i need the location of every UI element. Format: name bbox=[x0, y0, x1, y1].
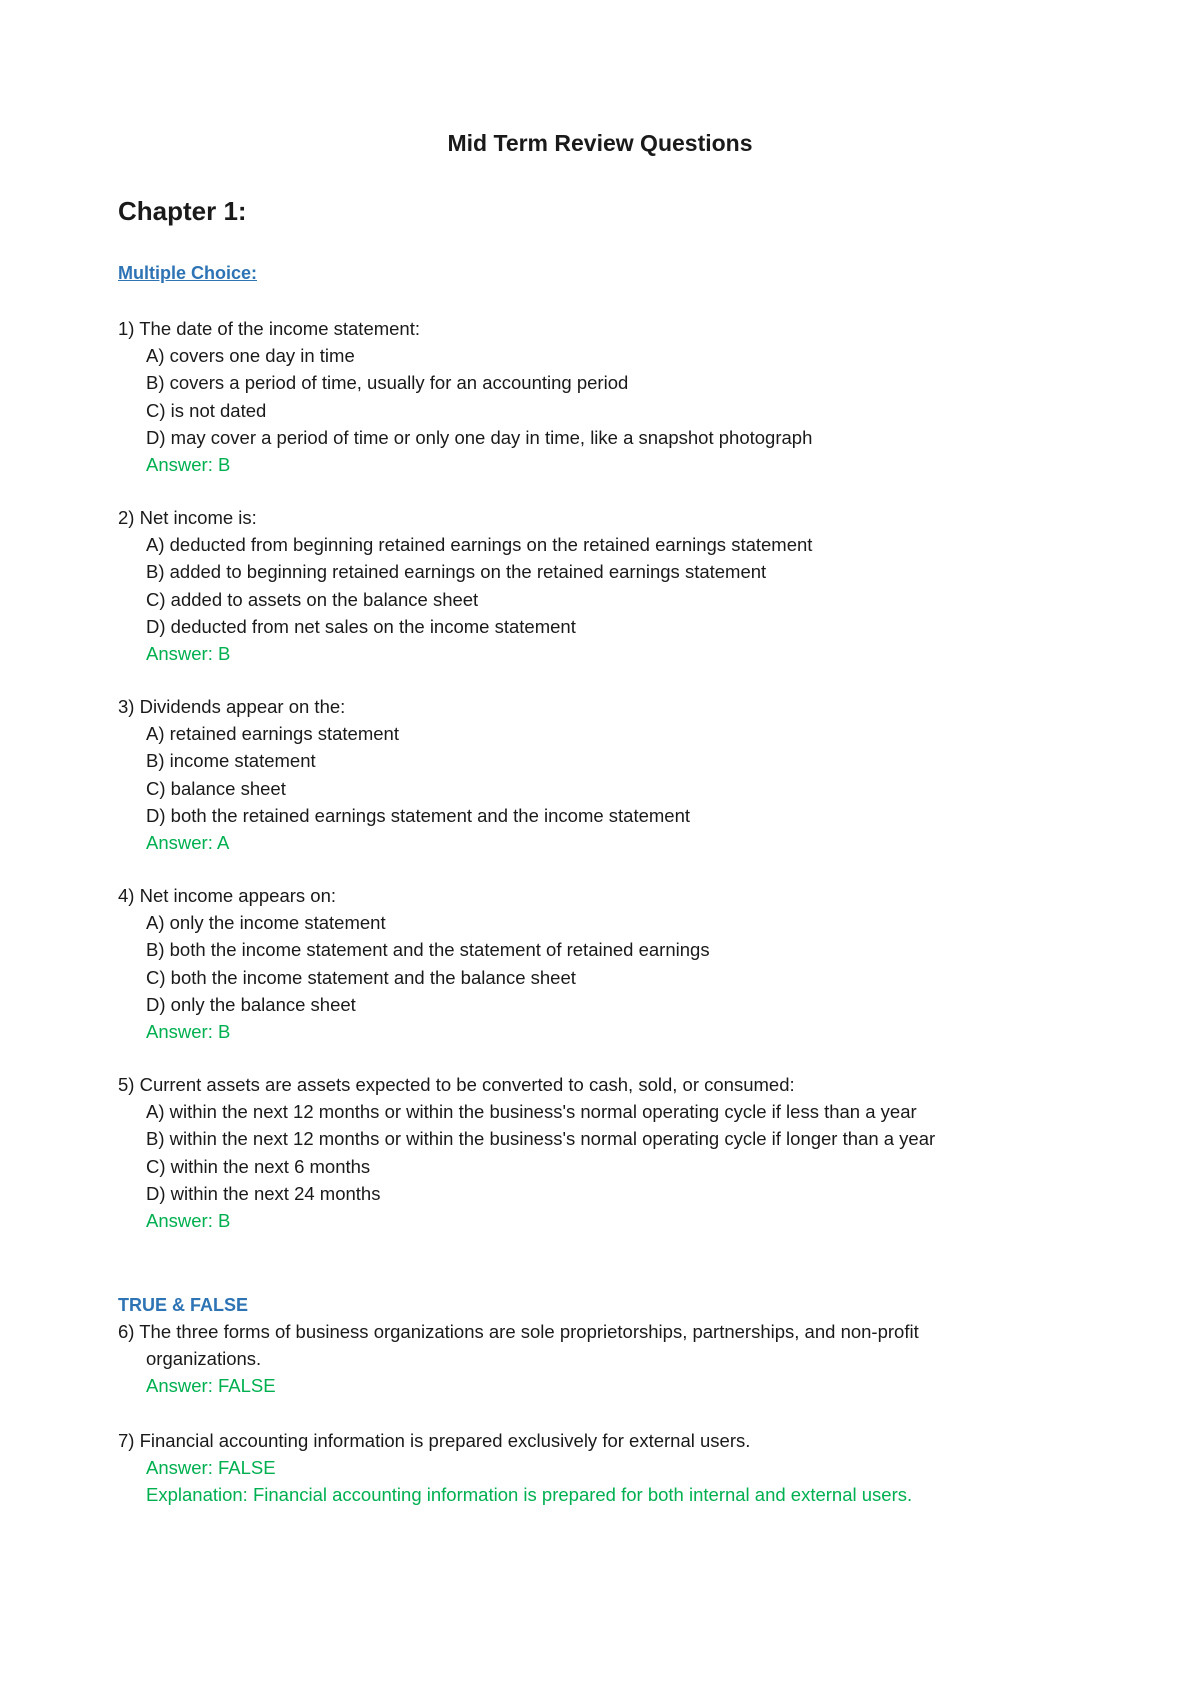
answer: Answer: B bbox=[146, 1021, 231, 1043]
option-b: B) covers a period of time, usually for an accounting period bbox=[146, 372, 629, 394]
true-false-heading: TRUE & FALSE bbox=[118, 1295, 249, 1315]
option-c: C) balance sheet bbox=[146, 777, 286, 799]
answer: Answer: A bbox=[146, 832, 230, 854]
option-d: D) may cover a period of time or only one day in time, like a snapshot photograph bbox=[146, 426, 813, 448]
question-prompt: 3) Dividends appear on the: bbox=[118, 696, 346, 717]
chapter-heading: Chapter 1: bbox=[118, 196, 247, 226]
tf-question-7 bbox=[118, 1427, 1058, 1509]
answer: Answer: B bbox=[146, 643, 231, 665]
tf-question-6 bbox=[118, 1318, 1058, 1400]
option-b: B) income statement bbox=[146, 750, 316, 772]
mc-question-2 bbox=[118, 504, 1058, 667]
mc-question-5 bbox=[118, 1071, 1058, 1234]
question-prompt: 6) The three forms of business organizations are sole proprietorships, partnerships, and non-profit bbox=[118, 1321, 919, 1342]
option-d: D) deducted from net sales on the income statement bbox=[146, 615, 576, 637]
answer: Answer: FALSE bbox=[146, 1375, 276, 1397]
option-c: C) added to assets on the balance sheet bbox=[146, 588, 479, 610]
mc-question-3 bbox=[118, 693, 1058, 856]
question-prompt-continued: organizations. bbox=[146, 1348, 262, 1370]
option-d: D) within the next 24 months bbox=[146, 1182, 381, 1204]
question-prompt: 1) The date of the income statement: bbox=[118, 318, 420, 339]
option-c: C) both the income statement and the balance sheet bbox=[146, 966, 576, 988]
option-c: C) is not dated bbox=[146, 399, 267, 421]
option-a: A) within the next 12 months or within the business's normal operating cycle if less than a year bbox=[146, 1101, 917, 1123]
option-b: B) within the next 12 months or within the business's normal operating cycle if longer than a year bbox=[146, 1128, 936, 1150]
option-a: A) only the income statement bbox=[146, 912, 386, 934]
option-d: D) both the retained earnings statement and the income statement bbox=[146, 804, 691, 826]
option-a: A) retained earnings statement bbox=[146, 723, 399, 745]
option-c: C) within the next 6 months bbox=[146, 1155, 371, 1177]
option-b: B) added to beginning retained earnings on the retained earnings statement bbox=[146, 561, 767, 583]
multiple-choice-heading: Multiple Choice: bbox=[118, 263, 257, 283]
option-a: A) covers one day in time bbox=[146, 345, 355, 367]
mc-question-4 bbox=[118, 882, 1058, 1045]
answer: Answer: B bbox=[146, 1210, 231, 1232]
mc-question-1 bbox=[118, 315, 1058, 478]
option-b: B) both the income statement and the statement of retained earnings bbox=[146, 939, 710, 961]
explanation: Explanation: Financial accounting information is prepared for both internal and external users. bbox=[146, 1484, 913, 1506]
question-prompt: 4) Net income appears on: bbox=[118, 885, 337, 906]
question-prompt: 5) Current assets are assets expected to be converted to cash, sold, or consumed: bbox=[118, 1074, 795, 1095]
question-prompt: 7) Financial accounting information is prepared exclusively for external users. bbox=[118, 1430, 751, 1451]
answer: Answer: B bbox=[146, 454, 231, 476]
option-d: D) only the balance sheet bbox=[146, 993, 356, 1015]
option-a: A) deducted from beginning retained earnings on the retained earnings statement bbox=[146, 534, 813, 556]
answer: Answer: FALSE bbox=[146, 1457, 276, 1479]
page-title: Mid Term Review Questions bbox=[447, 130, 753, 156]
question-prompt: 2) Net income is: bbox=[118, 507, 257, 528]
